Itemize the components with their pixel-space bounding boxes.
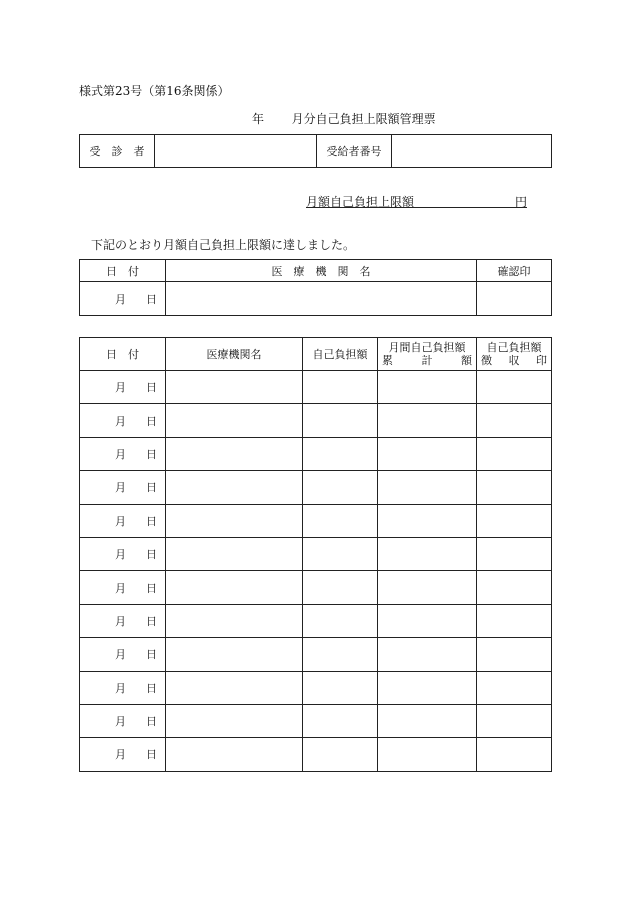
row-institution-cell[interactable] [166,371,303,404]
row-self-pay-cell[interactable] [303,504,378,537]
monthly-limit-label: 月額自己負担上限額 [306,195,415,209]
t1-header-confirm: 確認印 [477,260,552,282]
month-label: 月 [115,581,126,595]
row-cumulative-cell[interactable] [378,571,477,604]
patient-label: 受 診 者 [80,135,155,168]
month-label: 月 [115,748,126,762]
row-self-pay-cell[interactable] [303,371,378,404]
row-institution-cell[interactable] [166,537,303,570]
form-label: 様式第23号（第16条関係） [79,84,230,98]
row-date-cell[interactable] [80,738,166,771]
month-label: 月 [115,481,126,495]
day-label: 日 [146,681,157,695]
notice-text: 下記のとおり月額自己負担上限額に達しました。 [91,238,356,252]
row-seal-cell[interactable] [477,738,552,771]
row-date-cell[interactable] [80,671,166,704]
day-label: 日 [146,414,157,428]
month-label: 月 [115,715,126,729]
day-label: 日 [146,715,157,729]
row-self-pay-cell[interactable] [303,571,378,604]
table-row [80,404,552,437]
cumulative-char-3: 額 [461,354,472,367]
row-institution-cell[interactable] [166,704,303,737]
row-date-cell[interactable] [80,504,166,537]
row-date-cell[interactable] [80,638,166,671]
month-label: 月 [115,381,126,395]
row-date-cell[interactable] [80,571,166,604]
row-cumulative-cell[interactable] [378,537,477,570]
day-label: 日 [146,581,157,595]
row-seal-cell[interactable] [477,638,552,671]
day-label: 日 [146,514,157,528]
limit-reached-table [79,259,552,316]
row-self-pay-cell[interactable] [303,671,378,704]
row-cumulative-cell[interactable] [378,371,477,404]
title-rest: 月分自己負担上限額管理票 [291,112,436,126]
table-row [80,638,552,671]
month-label: 月 [115,292,126,306]
row-cumulative-cell[interactable] [378,704,477,737]
t2-header-seal [477,338,552,371]
month-label: 月 [115,681,126,695]
row-seal-cell[interactable] [477,671,552,704]
table-row [80,738,552,771]
row-self-pay-cell[interactable] [303,537,378,570]
month-label: 月 [115,447,126,461]
row-self-pay-cell[interactable] [303,738,378,771]
row-seal-cell[interactable] [477,571,552,604]
day-label: 日 [146,614,157,628]
row-institution-cell[interactable] [166,404,303,437]
row-seal-cell[interactable] [477,537,552,570]
day-label: 日 [146,648,157,662]
row-seal-cell[interactable] [477,437,552,470]
row-institution-cell[interactable] [166,471,303,504]
row-seal-cell[interactable] [477,371,552,404]
t2-header-institution: 医療機関名 [166,338,303,371]
t2-header-date: 日 付 [80,338,166,371]
month-label: 月 [115,548,126,562]
monthly-limit-unit: 円 [514,195,527,209]
row-institution-cell[interactable] [166,671,303,704]
row-self-pay-cell[interactable] [303,638,378,671]
title-year: 年 [252,112,265,126]
table-row [80,371,552,404]
t1-date-cell[interactable] [80,282,166,316]
row-seal-cell[interactable] [477,604,552,637]
row-self-pay-cell[interactable] [303,437,378,470]
recipient-number-label: 受給者番号 [317,135,392,168]
row-seal-cell[interactable] [477,404,552,437]
month-label: 月 [115,514,126,528]
cumulative-char-2: 計 [421,354,433,367]
row-institution-cell[interactable] [166,738,303,771]
row-date-cell[interactable] [80,604,166,637]
day-label: 日 [146,481,157,495]
table-row [80,471,552,504]
month-label: 月 [115,648,126,662]
recipient-number-field[interactable] [392,135,552,168]
row-cumulative-cell[interactable] [378,738,477,771]
month-label: 月 [115,614,126,628]
day-label: 日 [146,447,157,461]
row-seal-cell[interactable] [477,471,552,504]
table-row [80,571,552,604]
day-label: 日 [146,548,157,562]
table-row [80,504,552,537]
form-title [252,110,436,127]
t1-header-date: 日 付 [80,260,166,282]
row-institution-cell[interactable] [166,638,303,671]
table-row [80,671,552,704]
row-cumulative-cell[interactable] [378,437,477,470]
t1-institution-cell[interactable] [166,282,477,316]
patient-info-table [79,134,552,168]
cumulative-line1: 月間自己負担額 [388,341,466,354]
row-cumulative-cell[interactable] [378,671,477,704]
seal-char-1: 徴 [481,354,492,367]
row-date-cell[interactable] [80,471,166,504]
t1-confirm-cell[interactable] [477,282,552,316]
seal-line1: 自己負担額 [486,341,542,354]
row-date-cell[interactable] [80,437,166,470]
row-seal-cell[interactable] [477,704,552,737]
row-self-pay-cell[interactable] [303,404,378,437]
row-cumulative-cell[interactable] [378,604,477,637]
seal-char-3: 印 [536,354,547,367]
day-label: 日 [146,381,157,395]
row-institution-cell[interactable] [166,604,303,637]
row-date-cell[interactable] [80,371,166,404]
table-row [80,537,552,570]
t2-header-self-pay: 自己負担額 [303,338,378,371]
row-seal-cell[interactable] [477,504,552,537]
row-self-pay-cell[interactable] [303,604,378,637]
t1-header-institution: 医 療 機 関 名 [166,260,477,282]
day-label: 日 [146,292,157,306]
table-row [80,704,552,737]
row-date-cell[interactable] [80,537,166,570]
table-row [80,437,552,470]
row-date-cell[interactable] [80,704,166,737]
t2-header-cumulative [378,338,477,371]
row-institution-cell[interactable] [166,437,303,470]
row-cumulative-cell[interactable] [378,404,477,437]
payment-record-table [79,337,552,772]
seal-char-2: 収 [508,354,520,367]
row-self-pay-cell[interactable] [303,471,378,504]
cumulative-char-1: 累 [382,354,393,367]
patient-field[interactable] [155,135,317,168]
row-date-cell[interactable] [80,404,166,437]
row-institution-cell[interactable] [166,571,303,604]
month-label: 月 [115,414,126,428]
monthly-limit-amount-field[interactable] [412,193,512,207]
row-cumulative-cell[interactable] [378,638,477,671]
row-cumulative-cell[interactable] [378,471,477,504]
day-label: 日 [146,748,157,762]
row-self-pay-cell[interactable] [303,704,378,737]
row-cumulative-cell[interactable] [378,504,477,537]
table-row [80,604,552,637]
row-institution-cell[interactable] [166,504,303,537]
